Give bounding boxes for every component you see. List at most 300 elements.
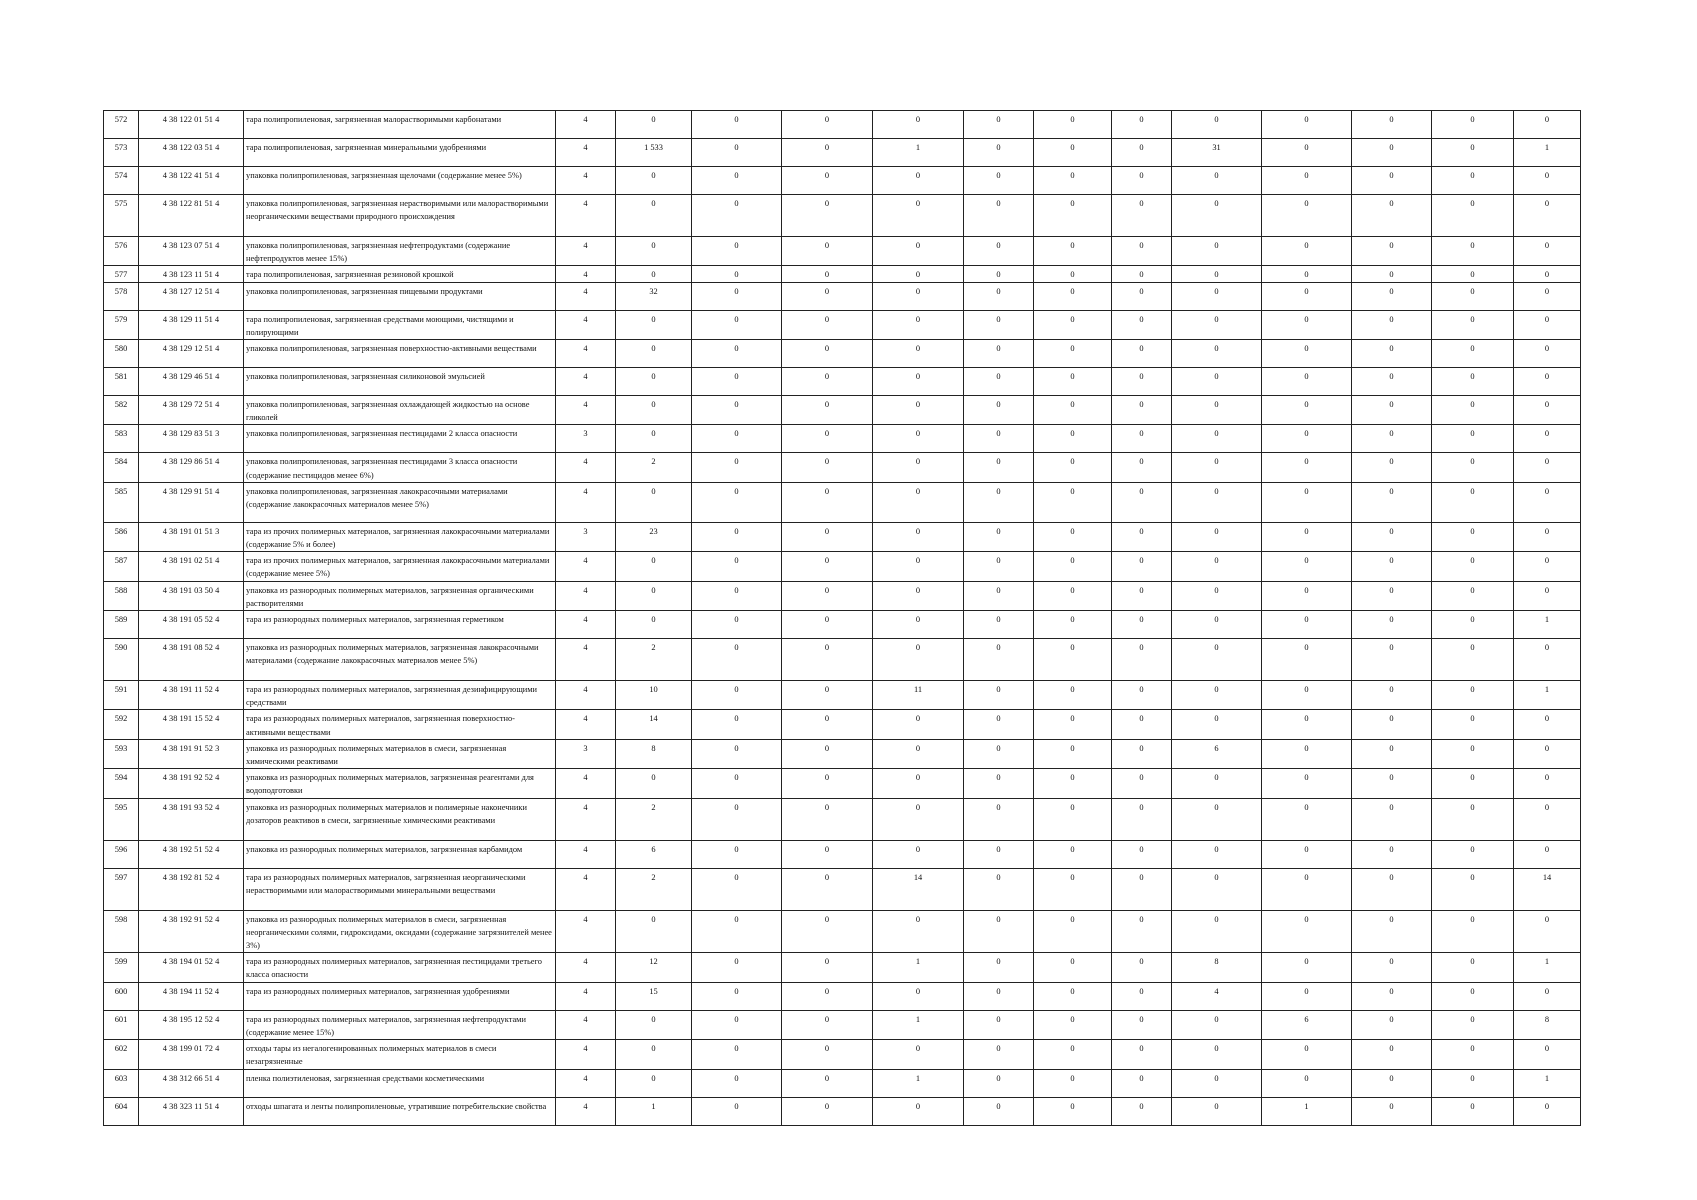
value-cell: 0 — [1514, 111, 1581, 139]
value-cell: 0 — [1112, 739, 1172, 768]
value-cell: 0 — [782, 482, 873, 522]
value-cell: 0 — [1262, 868, 1352, 910]
value-cell: 0 — [616, 237, 692, 266]
value-cell: 0 — [616, 611, 692, 639]
value-cell: 0 — [1352, 310, 1432, 339]
value-cell: 0 — [1352, 739, 1432, 768]
value-cell: 0 — [1034, 396, 1112, 425]
value-cell: 0 — [692, 522, 782, 551]
value-cell: 0 — [1034, 769, 1112, 798]
value-cell: 3 — [556, 522, 616, 551]
value-cell: 0 — [1432, 482, 1514, 522]
value-cell: 0 — [1262, 310, 1352, 339]
value-cell: 0 — [782, 237, 873, 266]
value-cell: 0 — [1262, 368, 1352, 396]
table-row — [104, 1069, 1581, 1097]
value-cell: 0 — [1112, 310, 1172, 339]
value-cell: 0 — [782, 522, 873, 551]
table-row — [104, 139, 1581, 167]
value-cell: 0 — [964, 237, 1034, 266]
value-cell: 12 — [616, 953, 692, 982]
waste-code: 4 38 191 03 50 4 — [139, 581, 244, 610]
value-cell: 0 — [1172, 195, 1262, 237]
value-cell: 0 — [692, 1097, 782, 1125]
value-cell: 0 — [964, 552, 1034, 581]
value-cell: 0 — [1262, 266, 1352, 282]
value-cell: 0 — [616, 1010, 692, 1039]
waste-description: упаковка из разнородных полимерных материалов, загрязненная органическими растворителями — [244, 581, 556, 610]
value-cell: 0 — [1112, 425, 1172, 453]
value-cell: 0 — [1262, 739, 1352, 768]
value-cell: 0 — [1514, 167, 1581, 195]
value-cell: 0 — [1172, 910, 1262, 953]
value-cell: 4 — [556, 1010, 616, 1039]
value-cell: 0 — [1432, 868, 1514, 910]
value-cell: 0 — [1034, 340, 1112, 368]
value-cell: 0 — [873, 396, 964, 425]
value-cell: 1 — [1514, 139, 1581, 167]
value-cell: 0 — [782, 453, 873, 482]
value-cell: 4 — [556, 1069, 616, 1097]
value-cell: 0 — [873, 639, 964, 681]
value-cell: 4 — [1172, 982, 1262, 1010]
value-cell: 0 — [782, 1097, 873, 1125]
value-cell: 0 — [1352, 840, 1432, 868]
waste-description: упаковка из разнородных полимерных материалов в смеси, загрязненная неорганическими солями, гидроксидами, оксидами (содержание загрязнителей менее 3%) — [244, 910, 556, 953]
value-cell: 0 — [1432, 1069, 1514, 1097]
value-cell: 0 — [1352, 167, 1432, 195]
waste-code: 4 38 122 41 51 4 — [139, 167, 244, 195]
value-cell: 0 — [1112, 282, 1172, 310]
value-cell: 0 — [1034, 1097, 1112, 1125]
value-cell: 0 — [1432, 340, 1514, 368]
value-cell: 0 — [873, 522, 964, 551]
value-cell: 0 — [616, 552, 692, 581]
value-cell: 32 — [616, 282, 692, 310]
value-cell: 0 — [1112, 1040, 1172, 1069]
value-cell: 4 — [556, 681, 616, 710]
value-cell: 0 — [1352, 453, 1432, 482]
waste-description: тара из прочих полимерных материалов, загрязненная лакокрасочными материалами (содержание менее 5%) — [244, 552, 556, 581]
value-cell: 0 — [964, 522, 1034, 551]
value-cell: 0 — [964, 139, 1034, 167]
value-cell: 0 — [964, 340, 1034, 368]
value-cell: 0 — [692, 340, 782, 368]
value-cell: 0 — [1352, 581, 1432, 610]
value-cell: 6 — [616, 840, 692, 868]
waste-code: 4 38 194 01 52 4 — [139, 953, 244, 982]
value-cell: 0 — [873, 1040, 964, 1069]
waste-code: 4 38 312 66 51 4 — [139, 1069, 244, 1097]
value-cell: 0 — [1112, 769, 1172, 798]
row-number: 604 — [104, 1097, 139, 1125]
value-cell: 0 — [1112, 453, 1172, 482]
table-row — [104, 739, 1581, 768]
value-cell: 0 — [1262, 840, 1352, 868]
value-cell: 0 — [1352, 798, 1432, 840]
value-cell: 0 — [1172, 282, 1262, 310]
value-cell: 0 — [782, 868, 873, 910]
value-cell: 0 — [873, 310, 964, 339]
value-cell: 4 — [556, 868, 616, 910]
value-cell: 0 — [873, 111, 964, 139]
value-cell: 0 — [1352, 953, 1432, 982]
waste-description: упаковка полипропиленовая, загрязненная нефтепродуктами (содержание нефтепродуктов менее 15%) — [244, 237, 556, 266]
row-number: 595 — [104, 798, 139, 840]
value-cell: 0 — [1432, 139, 1514, 167]
value-cell: 4 — [556, 769, 616, 798]
value-cell: 0 — [782, 368, 873, 396]
value-cell: 0 — [1172, 425, 1262, 453]
value-cell: 0 — [1514, 396, 1581, 425]
value-cell: 0 — [782, 310, 873, 339]
value-cell: 0 — [782, 953, 873, 982]
value-cell: 0 — [616, 482, 692, 522]
value-cell: 4 — [556, 396, 616, 425]
value-cell: 0 — [873, 482, 964, 522]
value-cell: 0 — [1432, 710, 1514, 739]
value-cell: 0 — [1352, 1040, 1432, 1069]
value-cell: 6 — [1262, 1010, 1352, 1039]
waste-code: 4 38 191 91 52 3 — [139, 739, 244, 768]
value-cell: 0 — [1432, 1097, 1514, 1125]
value-cell: 0 — [1514, 798, 1581, 840]
value-cell: 0 — [1112, 639, 1172, 681]
value-cell: 0 — [616, 195, 692, 237]
value-cell: 0 — [1172, 111, 1262, 139]
table-row — [104, 282, 1581, 310]
waste-code: 4 38 191 01 51 3 — [139, 522, 244, 551]
value-cell: 4 — [556, 195, 616, 237]
value-cell: 0 — [692, 840, 782, 868]
value-cell: 0 — [964, 868, 1034, 910]
row-number: 582 — [104, 396, 139, 425]
table-row — [104, 639, 1581, 681]
row-number: 585 — [104, 482, 139, 522]
value-cell: 4 — [556, 310, 616, 339]
waste-description: тара из разнородных полимерных материалов, загрязненная поверхностно-активными веществами — [244, 710, 556, 739]
table-row — [104, 581, 1581, 610]
waste-code: 4 38 323 11 51 4 — [139, 1097, 244, 1125]
value-cell: 0 — [1172, 1097, 1262, 1125]
value-cell: 0 — [1172, 639, 1262, 681]
value-cell: 0 — [1034, 310, 1112, 339]
waste-description: упаковка из разнородных полимерных материалов, загрязненная реагентами для водоподготовки — [244, 769, 556, 798]
value-cell: 0 — [782, 581, 873, 610]
table-row — [104, 840, 1581, 868]
table-row — [104, 396, 1581, 425]
waste-code: 4 38 122 03 51 4 — [139, 139, 244, 167]
value-cell: 0 — [692, 769, 782, 798]
value-cell: 0 — [1432, 840, 1514, 868]
value-cell: 0 — [1112, 111, 1172, 139]
value-cell: 1 — [873, 953, 964, 982]
value-cell: 6 — [1172, 739, 1262, 768]
value-cell: 0 — [692, 396, 782, 425]
row-number: 579 — [104, 310, 139, 339]
value-cell: 0 — [692, 310, 782, 339]
value-cell: 0 — [692, 139, 782, 167]
value-cell: 0 — [1514, 1097, 1581, 1125]
value-cell: 0 — [1262, 340, 1352, 368]
value-cell: 3 — [556, 425, 616, 453]
value-cell: 0 — [782, 425, 873, 453]
value-cell: 0 — [782, 552, 873, 581]
value-cell: 0 — [1352, 982, 1432, 1010]
row-number: 601 — [104, 1010, 139, 1039]
waste-code: 4 38 123 11 51 4 — [139, 266, 244, 282]
waste-code: 4 38 191 05 52 4 — [139, 611, 244, 639]
value-cell: 0 — [1352, 340, 1432, 368]
value-cell: 4 — [556, 482, 616, 522]
value-cell: 0 — [1034, 453, 1112, 482]
value-cell: 0 — [1352, 266, 1432, 282]
value-cell: 0 — [1112, 868, 1172, 910]
table-row — [104, 798, 1581, 840]
value-cell: 0 — [964, 310, 1034, 339]
waste-code: 4 38 129 12 51 4 — [139, 340, 244, 368]
row-number: 591 — [104, 681, 139, 710]
value-cell: 0 — [964, 840, 1034, 868]
value-cell: 0 — [873, 769, 964, 798]
value-cell: 0 — [1432, 310, 1514, 339]
row-number: 598 — [104, 910, 139, 953]
value-cell: 0 — [964, 769, 1034, 798]
table-row — [104, 266, 1581, 282]
table-row — [104, 1010, 1581, 1039]
value-cell: 0 — [1352, 868, 1432, 910]
value-cell: 2 — [616, 868, 692, 910]
row-number: 600 — [104, 982, 139, 1010]
value-cell: 0 — [964, 111, 1034, 139]
value-cell: 0 — [873, 798, 964, 840]
value-cell: 0 — [1514, 840, 1581, 868]
value-cell: 0 — [692, 639, 782, 681]
value-cell: 0 — [1352, 195, 1432, 237]
value-cell: 4 — [556, 982, 616, 1010]
waste-code: 4 38 199 01 72 4 — [139, 1040, 244, 1069]
table-row — [104, 681, 1581, 710]
value-cell: 0 — [873, 237, 964, 266]
value-cell: 0 — [1034, 798, 1112, 840]
value-cell: 2 — [616, 453, 692, 482]
waste-description: тара из разнородных полимерных материалов, загрязненная герметиком — [244, 611, 556, 639]
value-cell: 0 — [1352, 552, 1432, 581]
value-cell: 4 — [556, 581, 616, 610]
value-cell: 4 — [556, 910, 616, 953]
value-cell: 0 — [1172, 1069, 1262, 1097]
value-cell: 0 — [692, 266, 782, 282]
value-cell: 0 — [1034, 581, 1112, 610]
value-cell: 0 — [964, 953, 1034, 982]
value-cell: 0 — [1112, 266, 1172, 282]
value-cell: 0 — [1514, 710, 1581, 739]
value-cell: 0 — [1034, 1010, 1112, 1039]
value-cell: 0 — [1034, 282, 1112, 310]
value-cell: 0 — [873, 710, 964, 739]
value-cell: 0 — [1034, 266, 1112, 282]
value-cell: 2 — [616, 639, 692, 681]
waste-code: 4 38 191 11 52 4 — [139, 681, 244, 710]
value-cell: 0 — [1262, 681, 1352, 710]
waste-description: тара из разнородных полимерных материалов, загрязненная дезинфицирующими средствами — [244, 681, 556, 710]
value-cell: 0 — [1112, 195, 1172, 237]
value-cell: 0 — [692, 482, 782, 522]
value-cell: 0 — [782, 982, 873, 1010]
waste-description: тара полипропиленовая, загрязненная средствами моющими, чистящими и полирующими — [244, 310, 556, 339]
value-cell: 4 — [556, 798, 616, 840]
table-row — [104, 340, 1581, 368]
table-row — [104, 710, 1581, 739]
waste-description: тара полипропиленовая, загрязненная минеральными удобрениями — [244, 139, 556, 167]
value-cell: 0 — [1112, 552, 1172, 581]
value-cell: 0 — [692, 798, 782, 840]
value-cell: 0 — [1034, 910, 1112, 953]
value-cell: 0 — [1112, 167, 1172, 195]
waste-description: отходы тары из негалогенированных полимерных материалов в смеси незагрязненные — [244, 1040, 556, 1069]
value-cell: 0 — [1262, 195, 1352, 237]
value-cell: 0 — [1352, 425, 1432, 453]
value-cell: 0 — [1034, 368, 1112, 396]
table-row — [104, 453, 1581, 482]
value-cell: 0 — [1514, 453, 1581, 482]
value-cell: 0 — [1262, 482, 1352, 522]
row-number: 593 — [104, 739, 139, 768]
value-cell: 0 — [1514, 340, 1581, 368]
waste-description: упаковка полипропиленовая, загрязненная пестицидами 3 класса опасности (содержание пестицидов менее 6%) — [244, 453, 556, 482]
value-cell: 0 — [692, 195, 782, 237]
value-cell: 0 — [1172, 167, 1262, 195]
value-cell: 0 — [1112, 368, 1172, 396]
waste-description: упаковка полипропиленовая, загрязненная пестицидами 2 класса опасности — [244, 425, 556, 453]
value-cell: 0 — [1034, 482, 1112, 522]
value-cell: 4 — [556, 710, 616, 739]
value-cell: 0 — [692, 167, 782, 195]
value-cell: 0 — [1262, 396, 1352, 425]
value-cell: 0 — [873, 739, 964, 768]
value-cell: 0 — [1432, 953, 1514, 982]
value-cell: 0 — [782, 639, 873, 681]
value-cell: 0 — [873, 167, 964, 195]
table-row — [104, 910, 1581, 953]
row-number: 580 — [104, 340, 139, 368]
value-cell: 0 — [1172, 681, 1262, 710]
value-cell: 0 — [1514, 425, 1581, 453]
value-cell: 0 — [1432, 581, 1514, 610]
waste-code: 4 38 195 12 52 4 — [139, 1010, 244, 1039]
value-cell: 0 — [1262, 552, 1352, 581]
value-cell: 0 — [1514, 581, 1581, 610]
value-cell: 0 — [782, 840, 873, 868]
row-number: 599 — [104, 953, 139, 982]
value-cell: 0 — [1034, 739, 1112, 768]
value-cell: 0 — [1514, 482, 1581, 522]
value-cell: 0 — [1514, 282, 1581, 310]
row-number: 575 — [104, 195, 139, 237]
value-cell: 0 — [1034, 552, 1112, 581]
value-cell: 0 — [1352, 111, 1432, 139]
row-number: 583 — [104, 425, 139, 453]
value-cell: 11 — [873, 681, 964, 710]
value-cell: 0 — [1172, 552, 1262, 581]
value-cell: 0 — [1514, 522, 1581, 551]
value-cell: 0 — [1172, 611, 1262, 639]
value-cell: 0 — [964, 581, 1034, 610]
value-cell: 0 — [692, 425, 782, 453]
value-cell: 1 — [1514, 953, 1581, 982]
value-cell: 0 — [873, 453, 964, 482]
value-cell: 0 — [1034, 982, 1112, 1010]
value-cell: 1 533 — [616, 139, 692, 167]
value-cell: 0 — [782, 769, 873, 798]
value-cell: 0 — [782, 910, 873, 953]
value-cell: 0 — [782, 739, 873, 768]
value-cell: 0 — [692, 910, 782, 953]
value-cell: 0 — [1352, 710, 1432, 739]
value-cell: 14 — [616, 710, 692, 739]
value-cell: 0 — [1262, 798, 1352, 840]
waste-description: упаковка полипропиленовая, загрязненная силиконовой эмульсией — [244, 368, 556, 396]
value-cell: 4 — [556, 282, 616, 310]
value-cell: 4 — [556, 611, 616, 639]
waste-code: 4 38 191 02 51 4 — [139, 552, 244, 581]
row-number: 590 — [104, 639, 139, 681]
value-cell: 0 — [782, 710, 873, 739]
value-cell: 0 — [692, 982, 782, 1010]
value-cell: 0 — [1432, 111, 1514, 139]
value-cell: 1 — [1514, 1069, 1581, 1097]
value-cell: 0 — [1112, 798, 1172, 840]
row-number: 597 — [104, 868, 139, 910]
value-cell: 0 — [873, 910, 964, 953]
value-cell: 0 — [692, 1010, 782, 1039]
value-cell: 0 — [964, 681, 1034, 710]
waste-code: 4 38 129 72 51 4 — [139, 396, 244, 425]
value-cell: 0 — [1352, 639, 1432, 681]
value-cell: 0 — [782, 1040, 873, 1069]
waste-description: упаковка из разнородных полимерных материалов, загрязненная карбамидом — [244, 840, 556, 868]
value-cell: 0 — [873, 581, 964, 610]
value-cell: 0 — [964, 282, 1034, 310]
value-cell: 1 — [873, 1010, 964, 1039]
value-cell: 0 — [782, 139, 873, 167]
value-cell: 0 — [692, 581, 782, 610]
value-cell: 0 — [1112, 982, 1172, 1010]
value-cell: 0 — [1034, 681, 1112, 710]
value-cell: 0 — [1432, 522, 1514, 551]
value-cell: 0 — [616, 1069, 692, 1097]
value-cell: 1 — [1262, 1097, 1352, 1125]
value-cell: 0 — [964, 195, 1034, 237]
waste-code: 4 38 122 01 51 4 — [139, 111, 244, 139]
value-cell: 0 — [1514, 1040, 1581, 1069]
value-cell: 0 — [616, 266, 692, 282]
value-cell: 0 — [692, 1040, 782, 1069]
value-cell: 0 — [616, 368, 692, 396]
value-cell: 0 — [1432, 552, 1514, 581]
value-cell: 0 — [1432, 167, 1514, 195]
value-cell: 0 — [1112, 522, 1172, 551]
row-number: 578 — [104, 282, 139, 310]
value-cell: 4 — [556, 552, 616, 581]
value-cell: 0 — [1432, 739, 1514, 768]
value-cell: 0 — [1262, 282, 1352, 310]
value-cell: 0 — [1172, 710, 1262, 739]
value-cell: 4 — [556, 840, 616, 868]
value-cell: 0 — [1262, 910, 1352, 953]
value-cell: 0 — [1112, 581, 1172, 610]
row-number: 603 — [104, 1069, 139, 1097]
